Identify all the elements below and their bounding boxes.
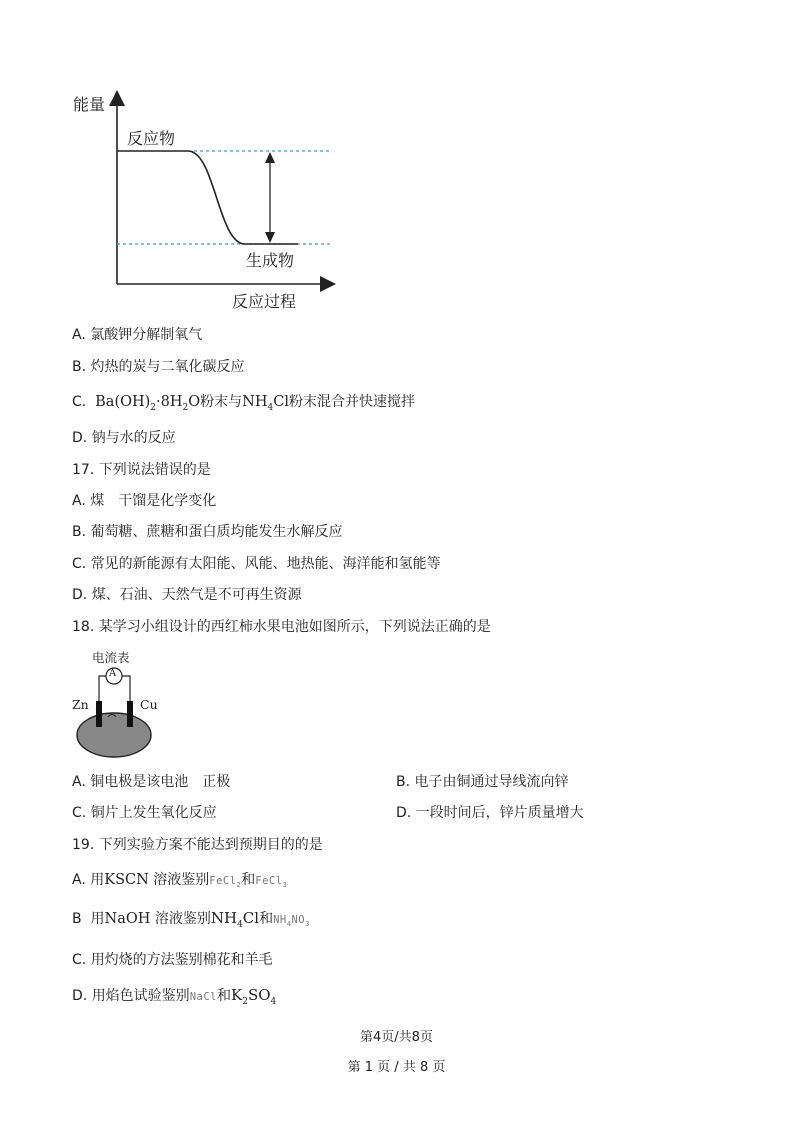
- q16-option-a: A. 氯酸钾分解制氧气: [72, 327, 203, 343]
- q16-option-b: B. 灼热的炭与二氧化碳反应: [72, 359, 245, 375]
- formula-nh4no3: $NH_4NO_3$: [273, 914, 310, 929]
- cu-label: Cu: [140, 697, 158, 712]
- q17-stem: 17. 下列说法错误的是: [72, 462, 211, 478]
- formula-ammonium-chloride: $NH_4Cl$: [242, 394, 289, 413]
- energy-arrow-up-head: [265, 152, 275, 163]
- q17-option-c: C. 常见的新能源有太阳能、风能、地热能、海洋能和氢能等: [72, 556, 441, 572]
- q19-option-a: A. 用KSCN 溶液鉴别FeCl$_2$和FeCl$_3$: [72, 872, 288, 890]
- cu-electrode: [127, 701, 133, 727]
- q17-option-a: A. 煤 干馏是化学变化: [72, 493, 217, 509]
- energy-diagram-svg: [70, 88, 340, 313]
- zn-label: Zn: [72, 697, 89, 712]
- q18-option-c: C. 铜片上发生氧化反应: [72, 805, 217, 821]
- wire-right: [122, 676, 130, 701]
- q18-option-d: D. 一段时间后，锌片质量增大: [396, 805, 584, 821]
- energy-arrow-down-head: [265, 232, 275, 243]
- q19-option-b: B 用NaOH 溶液鉴别$NH_4Cl$和$NH_4NO_3$: [72, 909, 310, 930]
- x-axis-label: 反应过程: [232, 292, 297, 311]
- q19-option-d: D. 用焰色试验鉴别NaCl和$K_2SO_4$: [72, 986, 277, 1007]
- q16-option-c: C. $Ba(OH)_2\cdot 8H_2O$粉末与$NH_4Cl$粉末混合并快速搅拌: [72, 394, 415, 413]
- fruit-battery-figure: [72, 646, 164, 764]
- q18-stem: 18. 某学习小组设计的西红柿水果电池如图所示，下列说法正确的是: [72, 619, 491, 635]
- q18-option-a: A. 铜电极是该电池 正极: [72, 774, 231, 790]
- formula-naoh: NaOH: [104, 911, 151, 927]
- formula-nacl: NaCl: [189, 991, 217, 1003]
- outer-page-number: 第 1 页 / 共 8 页: [347, 1060, 446, 1075]
- tomato-body: [77, 713, 151, 757]
- energy-curve: [117, 151, 298, 244]
- wire-left: [99, 676, 106, 701]
- q16-option-d: D. 钠与水的反应: [72, 430, 176, 446]
- formula-nh4cl: $NH_4Cl$: [210, 909, 260, 930]
- product-label: 生成物: [246, 251, 295, 270]
- formula-kscn: KSCN: [104, 872, 149, 888]
- energy-diagram: [70, 88, 340, 313]
- y-axis-label: 能量: [73, 95, 106, 114]
- reactant-label: 反应物: [127, 129, 176, 148]
- ammeter-label: 电流表: [92, 650, 130, 665]
- formula-barium-hydroxide: $Ba(OH)_2\cdot 8H_2O$: [95, 394, 201, 413]
- formula-fecl3: FeCl$_3$: [255, 875, 288, 890]
- inner-page-number: 第4页/共8页: [360, 1030, 433, 1045]
- q19-option-c: C. 用灼烧的方法鉴别棉花和羊毛: [72, 952, 273, 968]
- q17-option-d: D. 煤、石油、天然气是不可再生资源: [72, 587, 302, 603]
- ammeter-symbol: A: [109, 668, 117, 679]
- formula-fecl2: FeCl$_2$: [209, 875, 242, 890]
- q18-option-b: B. 电子由铜通过导线流向锌: [396, 774, 569, 790]
- q17-option-b: B. 葡萄糖、蔗糖和蛋白质均能发生水解反应: [72, 524, 343, 540]
- q19-stem: 19. 下列实验方案不能达到预期目的的是: [72, 837, 323, 853]
- formula-k2so4: $K_2SO_4$: [230, 986, 277, 1007]
- zn-electrode: [96, 701, 102, 727]
